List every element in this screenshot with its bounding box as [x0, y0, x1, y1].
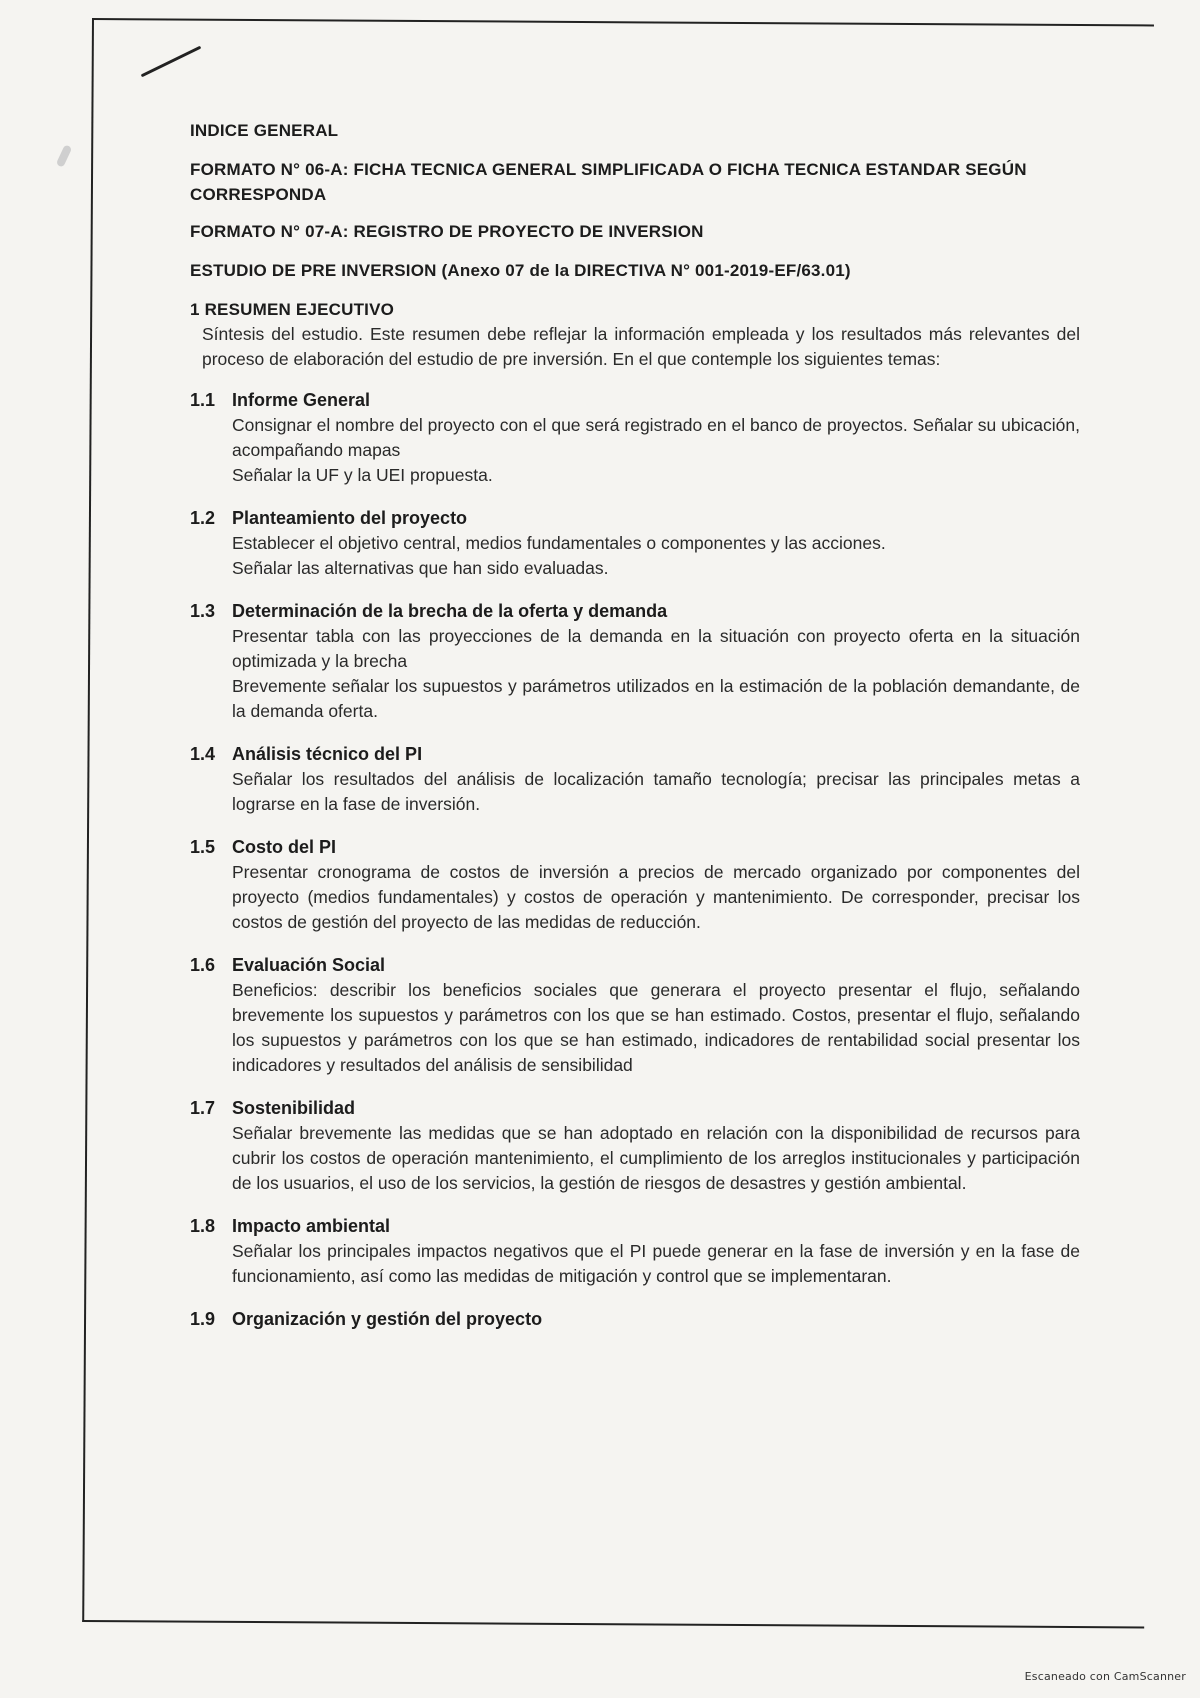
subsection-paragraph: Presentar cronograma de costos de inversión a precios de mercado organizado por componentes del proyecto (medios fundamentales) y costos de operación y mantenimiento. De corresponder, precisar los costos de gestión del proyecto de las medidas de reducción.: [232, 862, 1080, 932]
subsection-paragraph: Beneficios: describir los beneficios sociales que generara el proyecto presentar el flujo, señalando brevemente los supuestos y parámetros con los que se han estimado. Costos, presentar el flujo, señalando los supuestos y parámetros con los que se han estimado, indicadores de rentabilidad social presentar los indicadores y resultados del análisis de sensibilidad: [232, 980, 1080, 1075]
subsection-number: 1.4: [190, 744, 216, 764]
subsection-heading: [190, 953, 1080, 978]
subsection-paragraph: Presentar tabla con las proyecciones de la demanda en la situación con proyecto oferta en la situación optimizada y la brecha: [232, 626, 1080, 671]
subsection-title: Costo del PI: [232, 837, 337, 857]
subsection-number: 1.8: [190, 1216, 216, 1236]
subsection-body: [190, 1121, 1080, 1196]
subsection-title: Evaluación Social: [232, 955, 386, 975]
subsection-1-2: [190, 506, 1080, 581]
subsection-number: 1.6: [190, 955, 216, 975]
subsection-paragraph: Señalar los resultados del análisis de localización tamaño tecnología; precisar las principales metas a lograrse en la fase de inversión.: [232, 769, 1080, 814]
subsection-number: 1.5: [190, 837, 216, 857]
subsection-title: Determinación de la brecha de la oferta y demanda: [232, 601, 668, 621]
scan-smudge: [56, 144, 73, 167]
subsection-heading: [190, 506, 1080, 531]
subsection-1-3: [190, 599, 1080, 724]
formato-07-heading: FORMATO N° 07-A: REGISTRO DE PROYECTO DE INVERSION: [190, 222, 704, 241]
subsection-heading: [190, 1096, 1080, 1121]
subsection-list: [190, 388, 1080, 1332]
subsection-1-5: [190, 835, 1080, 935]
index-title: INDICE GENERAL: [190, 121, 339, 140]
subsection-title: Organización y gestión del proyecto: [232, 1309, 543, 1329]
subsection-paragraph: Establecer el objetivo central, medios fundamentales o componentes y las acciones.: [232, 533, 886, 553]
document-body: [190, 118, 1080, 1350]
subsection-heading: [190, 742, 1080, 767]
subsection-title: Sostenibilidad: [232, 1098, 356, 1118]
subsection-1-1: [190, 388, 1080, 488]
subsection-body: [190, 531, 1080, 581]
subsection-paragraph: Señalar los principales impactos negativos que el PI puede generar en la fase de inversión y en la fase de funcionamiento, así como las medidas de mitigación y control que se implementaran.: [232, 1241, 1080, 1286]
subsection-paragraph: Brevemente señalar los supuestos y parámetros utilizados en la estimación de la población demandante, de la demanda oferta.: [232, 676, 1080, 721]
subsection-number: 1.1: [190, 390, 216, 410]
subsection-body: [190, 1239, 1080, 1289]
subsection-number: 1.3: [190, 601, 216, 621]
subsection-paragraph: Señalar la UF y la UEI propuesta.: [232, 465, 493, 485]
subsection-1-8: [190, 1214, 1080, 1289]
subsection-title: Planteamiento del proyecto: [232, 508, 468, 528]
subsection-number: 1.2: [190, 508, 216, 528]
section-1-title: 1 RESUMEN EJECUTIVO: [190, 300, 395, 319]
subsection-title: Informe General: [232, 390, 371, 410]
subsection-heading: [190, 388, 1080, 413]
section-1-intro: Síntesis del estudio. Este resumen debe reflejar la información empleada y los resultados más relevantes del proceso de elaboración del estudio de pre inversión. En el que contemple los siguientes temas:: [202, 324, 1080, 369]
subsection-body: [190, 767, 1080, 817]
subsection-1-6: [190, 953, 1080, 1078]
subsection-paragraph: Señalar las alternativas que han sido evaluadas.: [232, 558, 609, 578]
subsection-body: [190, 413, 1080, 488]
subsection-body: [190, 624, 1080, 724]
formato-06-heading: FORMATO N° 06-A: FICHA TECNICA GENERAL SIMPLIFICADA O FICHA TECNICA ESTANDAR SEGÚN CORRESPONDA: [190, 160, 1027, 204]
subsection-number: 1.9: [190, 1309, 216, 1329]
subsection-heading: [190, 1307, 1080, 1332]
subsection-heading: [190, 599, 1080, 624]
subsection-paragraph: Consignar el nombre del proyecto con el que será registrado en el banco de proyectos. Señalar su ubicación, acompañando mapas: [232, 415, 1080, 460]
scanner-footer: Escaneado con CamScanner: [1024, 1670, 1186, 1683]
subsection-1-7: [190, 1096, 1080, 1196]
subsection-title: Impacto ambiental: [232, 1216, 391, 1236]
subsection-paragraph: Señalar brevemente las medidas que se han adoptado en relación con la disponibilidad de recursos para cubrir los costos de operación mantenimiento, el cumplimiento de los arreglos institucionales y participación de los usuarios, el uso de los servicios, la gestión de riesgos de desastres y gestión ambiental.: [232, 1123, 1080, 1193]
subsection-number: 1.7: [190, 1098, 216, 1118]
subsection-1-9: [190, 1307, 1080, 1332]
subsection-heading: [190, 1214, 1080, 1239]
estudio-heading: ESTUDIO DE PRE INVERSION (Anexo 07 de la DIRECTIVA N° 001-2019-EF/63.01): [190, 261, 851, 280]
subsection-body: [190, 860, 1080, 935]
subsection-body: [190, 978, 1080, 1078]
subsection-1-4: [190, 742, 1080, 817]
subsection-heading: [190, 835, 1080, 860]
subsection-title: Análisis técnico del PI: [232, 744, 423, 764]
